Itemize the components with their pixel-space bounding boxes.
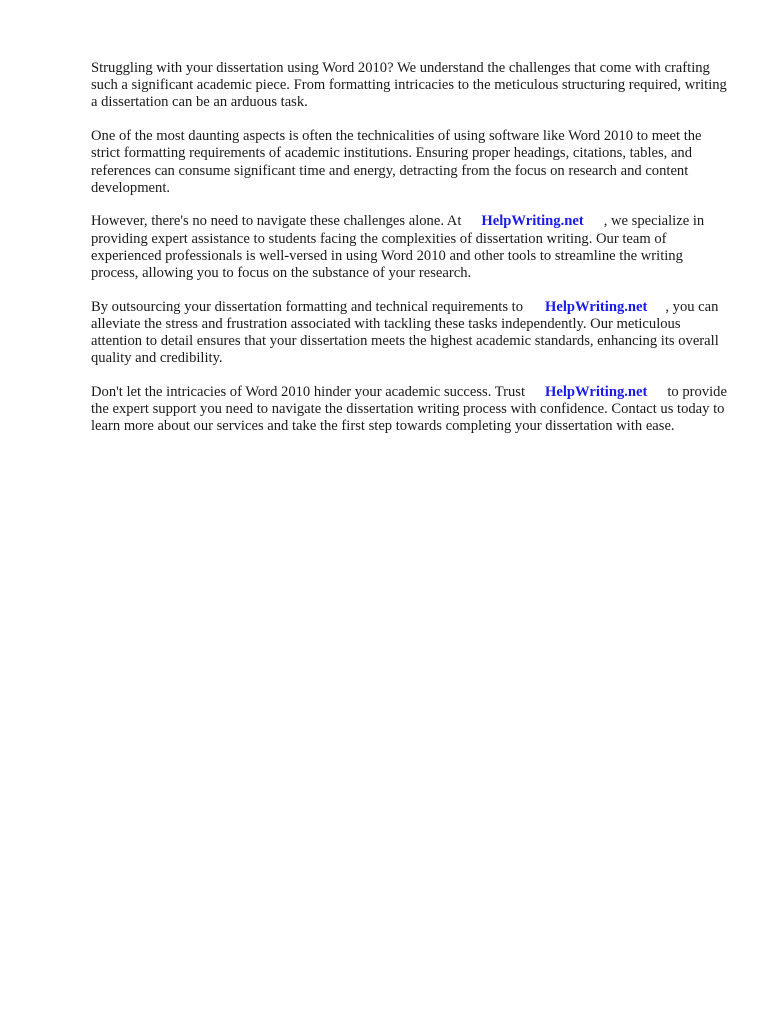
paragraph-text: Don't let the intricacies of Word 2010 hinder your academic success. Trust — [91, 384, 526, 401]
paragraph-text: However, there's no need to navigate these challenges alone. At — [91, 213, 462, 230]
helpwriting-link[interactable]: HelpWriting.net — [481, 213, 584, 230]
paragraph-text: By outsourcing your dissertation formatting and technical requirements to — [91, 298, 524, 315]
paragraph-text: , you can alleviate the stress and frustration associated with tackling these tasks independently. Our meticulous attention to detail ensures that your dissertation meets the highest academic standards, enhancing its overall quality and credibility. — [91, 298, 719, 367]
paragraph-text: to provide the expert support you need to navigate the dissertation writing process with confidence. Contact us today to learn more about our services and take the first step towards completing your dissertation with ease. — [91, 384, 727, 435]
paragraph-assistance — [91, 213, 731, 282]
helpwriting-link[interactable]: HelpWriting.net — [545, 384, 648, 401]
paragraph-text: , we specialize in providing expert assistance to students facing the complexities of dissertation writing. Our team of experienced professionals is well-versed in using Word 2010 and other tools to streamline the writing process, allowing you to focus on the substance of your research. — [91, 213, 705, 282]
paragraph-outsourcing — [91, 299, 731, 368]
paragraph-closing — [91, 384, 731, 436]
paragraph-formatting: One of the most daunting aspects is often the technicalities of using software like Word 2010 to meet the strict formatting requirements of academic institutions. Ensuring proper headings, citations, tables, and references can consume significant time and energy, detracting from the focus on research and content development. — [91, 128, 702, 196]
paragraph-intro: Struggling with your dissertation using Word 2010? We understand the challenges that come with crafting such a significant academic piece. From formatting intricacies to the meticulous structuring required, writing a dissertation can be an arduous task. — [91, 60, 727, 111]
helpwriting-link[interactable]: HelpWriting.net — [545, 298, 648, 315]
document-body — [91, 60, 731, 452]
